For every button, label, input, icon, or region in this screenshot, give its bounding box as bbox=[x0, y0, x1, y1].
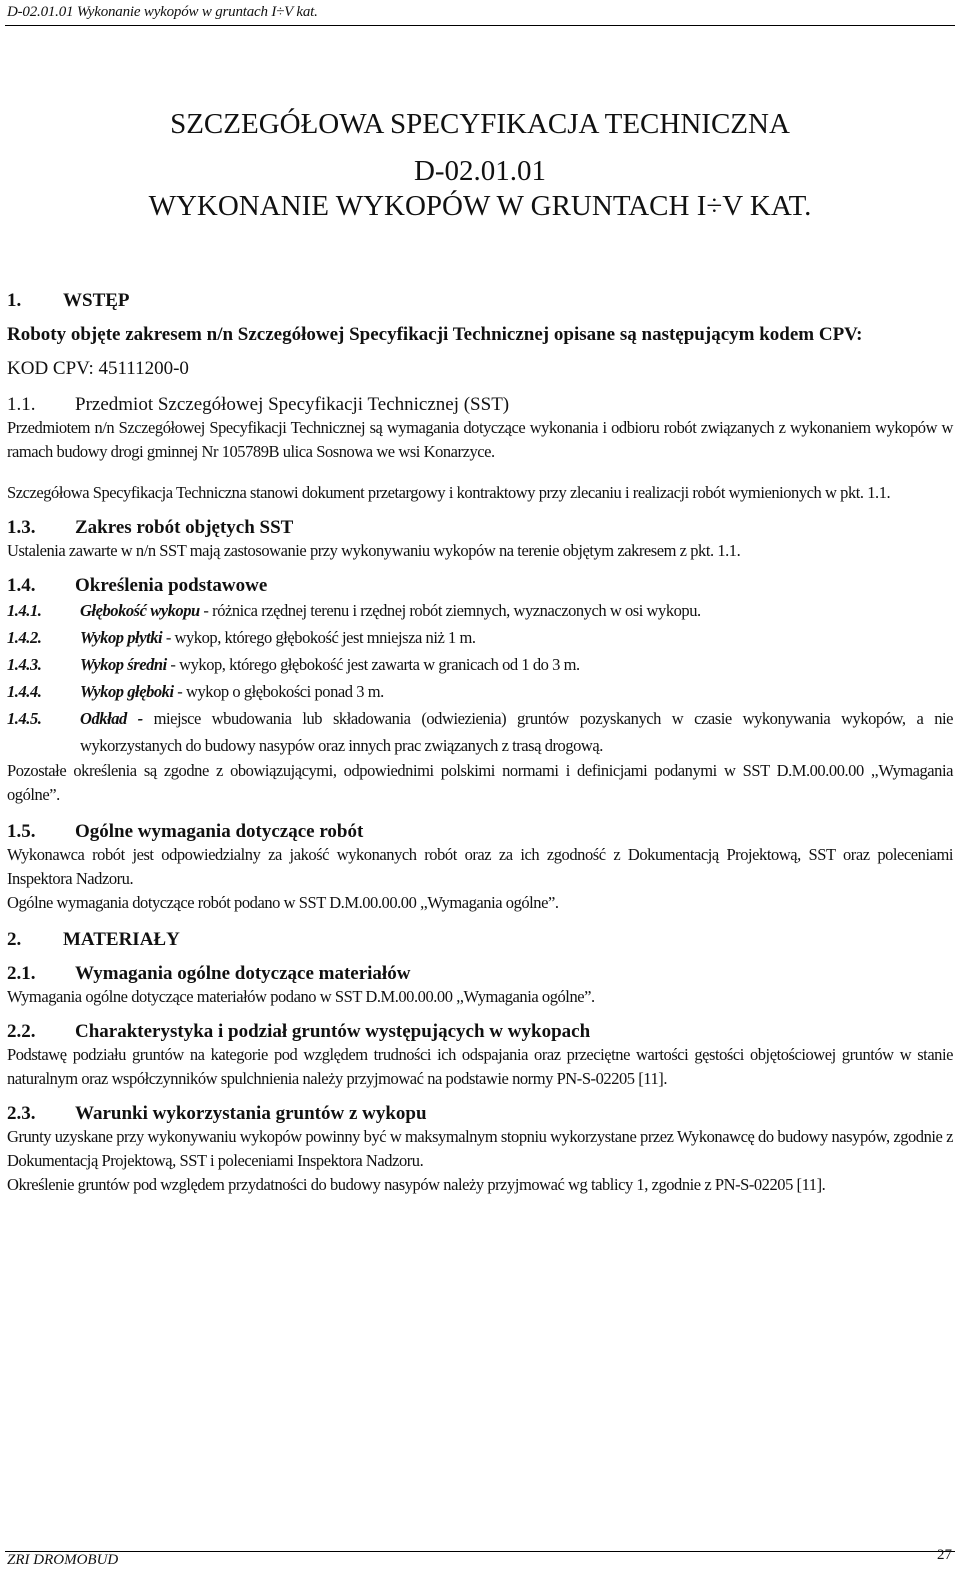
section-title: Warunki wykorzystania gruntów z wykopu bbox=[75, 1103, 427, 1124]
paragraph: Wykonawca robót jest odpowiedzialny za jakość wykonanych robót oraz za ich zgodność z Dokumentacją Projektową, SST oraz poleceniami Inspektora Nadzoru. bbox=[7, 845, 953, 888]
cpv-line: Roboty objęte zakresem n/n Szczegółowej Specyfikacji Technicznej opisane są następującym kodem CPV: bbox=[7, 324, 863, 345]
section-title: Ogólne wymagania dotyczące robót bbox=[75, 821, 364, 842]
paragraph: Szczegółowa Specyfikacja Techniczna stanowi dokument przetargowy i kontraktowy przy zlecaniu i realizacji robót wymienionych w pkt. 1.1. bbox=[7, 483, 891, 502]
paragraph: Wymagania ogólne dotyczące materiałów podano w SST D.M.00.00.00 ,,Wymagania ogólne”. bbox=[7, 987, 595, 1006]
definition-item: 1.4.1. Głębokość wykopu - różnica rzędnej terenu i rzędnej robót ziemnych, wyznaczonych w osi wykopu. bbox=[7, 601, 701, 620]
page-number: 27 bbox=[937, 1547, 952, 1563]
section-title: MATERIAŁY bbox=[63, 929, 180, 950]
section-1-5-heading bbox=[7, 821, 953, 843]
section-2-3-heading bbox=[7, 1103, 953, 1125]
section-number: 1.4. bbox=[7, 575, 36, 596]
section-number: 1.3. bbox=[7, 517, 36, 538]
section-title: Wymagania ogólne dotyczące materiałów bbox=[75, 963, 411, 984]
paragraph: Określenie gruntów pod względem przydatności do budowy nasypów należy przyjmować wg tablicy 1, zgodnie z PN-S-02205 [11]. bbox=[7, 1175, 826, 1194]
section-2-1-heading bbox=[7, 963, 953, 985]
definition-item: 1.4.4. Wykop głęboki - wykop o głębokości ponad 3 m. bbox=[7, 682, 384, 701]
paragraph: Pozostałe określenia są zgodne z obowiązującymi, odpowiednimi polskimi normami i definicjami podanymi w SST D.M.00.00.00 ,,Wymagania ogólne”. bbox=[7, 761, 953, 804]
paragraph: Przedmiotem n/n Szczegółowej Specyfikacji Technicznej są wymagania dotyczące wykonania i odbioru robót związanych z wykonaniem wykopów w ramach budowy drogi gminnej Nr 105789B ulica Sosnowa we wsi Konarzyce. bbox=[7, 418, 953, 461]
footer-rule bbox=[5, 1551, 955, 1552]
section-number: 1.5. bbox=[7, 821, 36, 842]
section-2-2-heading bbox=[7, 1021, 953, 1043]
section-1-1-heading bbox=[7, 394, 953, 416]
definition-item: 1.4.5. Odkład - miejsce wbudowania lub składowania (odwiezienia) gruntów pozyskanych w czasie wykonywania wykopów, a nie wykorzystanych do budowy nasypów oraz innych prac związanych z trasą drogową. bbox=[7, 709, 954, 755]
paragraph: Podstawę podziału gruntów na kategorie pod względem trudności ich odspajania oraz przeciętne wartości gęstości objętościowej gruntów w stanie naturalnym oraz współczynników spulchnienia należy przyjmować na podstawie normy PN-S-02205 [11]. bbox=[7, 1045, 953, 1088]
section-number: 2.2. bbox=[7, 1021, 36, 1042]
cpv-code: KOD CPV: 45111200-0 bbox=[7, 358, 189, 379]
section-number: 2.1. bbox=[7, 963, 36, 984]
section-number: 1. bbox=[7, 290, 22, 311]
paragraph: Grunty uzyskane przy wykonywaniu wykopów powinny być w maksymalnym stopniu wykorzystane przez Wykonawcę do budowy nasypów, zgodnie z Dokumentacją Projektową, SST i poleceniami Inspektora Nadzoru. bbox=[7, 1127, 953, 1170]
footer-company: ZRI DROMOBUD bbox=[7, 1552, 119, 1568]
paragraph: Ustalenia zawarte w n/n SST mają zastosowanie przy wykonywaniu wykopów na terenie objętym zakresem z pkt. 1.1. bbox=[7, 541, 741, 560]
section-number: 2. bbox=[7, 929, 22, 950]
running-header: D-02.01.01 Wykonanie wykopów w gruntach I÷V kat. bbox=[7, 4, 318, 20]
document-body bbox=[7, 290, 953, 1197]
definition-item: 1.4.3. Wykop średni - wykop, którego głębokość jest zawarta w granicach od 1 do 3 m. bbox=[7, 655, 580, 674]
section-title: Zakres robót objętych SST bbox=[75, 517, 294, 538]
section-title: Określenia podstawowe bbox=[75, 575, 268, 596]
section-number: 1.1. bbox=[7, 394, 36, 415]
header-rule bbox=[5, 25, 955, 26]
section-1-4-heading bbox=[7, 575, 953, 597]
document-subtitle: WYKONANIE WYKOPÓW W GRUNTACH I÷V KAT. bbox=[148, 190, 812, 222]
document-code: D-02.01.01 bbox=[413, 155, 547, 187]
section-title: WSTĘP bbox=[63, 290, 130, 311]
document-title: SZCZEGÓŁOWA SPECYFIKACJA TECHNICZNA bbox=[170, 108, 790, 140]
section-title: Charakterystyka i podział gruntów występujących w wykopach bbox=[75, 1021, 591, 1042]
section-title: Przedmiot Szczegółowej Specyfikacji Technicznej (SST) bbox=[75, 394, 510, 415]
section-number: 2.3. bbox=[7, 1103, 36, 1124]
section-2-heading bbox=[7, 929, 953, 951]
definitions-list bbox=[7, 597, 953, 759]
definition-item: 1.4.2. Wykop płytki - wykop, którego głębokość jest mniejsza niż 1 m. bbox=[7, 628, 476, 647]
section-1-3-heading bbox=[7, 517, 953, 539]
paragraph: Ogólne wymagania dotyczące robót podano w SST D.M.00.00.00 ,,Wymagania ogólne”. bbox=[7, 893, 559, 912]
section-1-heading bbox=[7, 290, 953, 312]
